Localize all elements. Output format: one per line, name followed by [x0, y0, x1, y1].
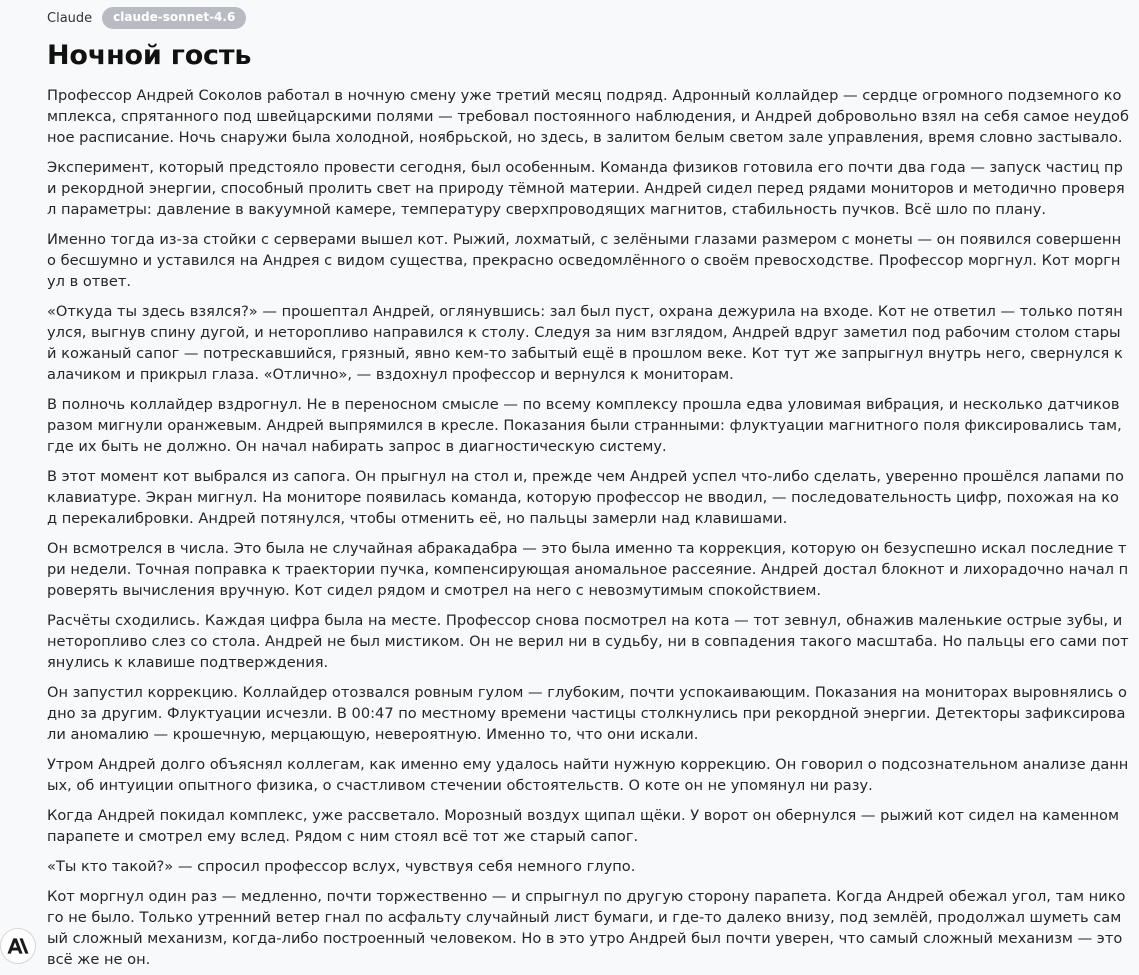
author-label: Claude	[47, 10, 93, 26]
model-badge: claude-sonnet-4.6	[102, 7, 246, 29]
story-paragraph: Он запустил коррекцию. Коллайдер отозвался ровным гулом — глубоким, почти успокаивающим. Показания на мониторах выровнялись одно за другим. Флуктуации исчезли. В 00:47 по местному времени частицы столкнулись при рекордной энергии. Детекторы зафиксировали аномалию — крошечную, мерцающую, невероятную. Именно то, что они искали.	[47, 684, 1127, 743]
story-paragraph: В полночь коллайдер вздрогнул. Не в переносном смысле — по всему комплексу прошла едва уловимая вибрация, и несколько датчиков разом мигнули оранжевым. Андрей выпрямился в кресле. Показания были странными: флуктуации магнитного поля фиксировались там, где их быть не должно. Он начал набирать запрос в диагностическую систему.	[47, 396, 1122, 455]
story-paragraph: «Откуда ты здесь взялся?» — прошептал Андрей, оглянувшись: зал был пуст, охрана дежурила на входе. Кот не ответил — только потянулся, выгнув спину дугой, и неторопливо направился к столу. Следуя за ним взглядом, Андрей вдруг заметил под рабочим столом старый кожаный сапог — потрескавшийся, грязный, явно кем-то забытый ещё в прошлом веке. Кот тут же запрыгнул внутрь него, свернулся калачиком и прикрыл глаза. «Отлично», — вздохнул профессор и вернулся к мониторам.	[47, 303, 1123, 383]
story-title: Ночной гость	[47, 40, 252, 71]
message-header	[47, 7, 246, 29]
story-paragraph: Он всмотрелся в числа. Это была не случайная абракадабра — это была именно та коррекция, которую он безуспешно искал последние три недели. Точная поправка к траектории пучка, компенсирующая аномальное рассеяние. Андрей достал блокнот и лихорадочно начал проверять вычисления вручную. Кот сидел рядом и смотрел на него с невозмутимым спокойствием.	[47, 540, 1129, 599]
story-paragraph: Профессор Андрей Соколов работал в ночную смену уже третий месяц подряд. Адронный коллайдер — сердце огромного подземного комплекса, спрятанного под швейцарскими полями — требовал постоянного наблюдения, и Андрей добровольно взял на себя самое неудобное расписание. Ночь снаружи была холодной, ноябрьской, но здесь, в залитом белым светом зале управления, время словно застывало.	[47, 87, 1129, 146]
story-paragraph: «Ты кто такой?» — спросил профессор вслух, чувствуя себя немного глупо.	[47, 858, 636, 875]
story-paragraph: Расчёты сходились. Каждая цифра была на месте. Профессор снова посмотрел на кота — тот зевнул, обнажив маленькие острые зубы, и неторопливо слез со стола. Андрей не был мистиком. Он не верил ни в судьбу, ни в совпадения такого масштаба. Но пальцы его сами потянулись к клавише подтверждения.	[47, 612, 1129, 671]
story-paragraph: Утром Андрей долго объяснял коллегам, как именно ему удалось найти нужную коррекцию. Он говорил о подсознательном анализе данных, об интуиции опытного физика, о счастливом стечении обстоятельств. О коте он не упомянул ни разу.	[47, 756, 1129, 794]
story-paragraph: В этот момент кот выбрался из сапога. Он прыгнул на стол и, прежде чем Андрей успел что-либо сделать, уверенно прошёлся лапами по клавиатуре. Экран мигнул. На мониторе появилась команда, которую профессор не вводил, — последовательность цифр, похожая на код перекалибровки. Андрей потянулся, чтобы отменить её, но пальцы замерли над клавишами.	[47, 468, 1124, 527]
story-paragraph: Именно тогда из-за стойки с серверами вышел кот. Рыжий, лохматый, с зелёными глазами размером с монеты — он появился совершенно бесшумно и уставился на Андрея с видом существа, прекрасно осведомлённого о своём превосходстве. Профессор моргнул. Кот моргнул в ответ.	[47, 231, 1122, 290]
story-paragraph: Эксперимент, который предстояло провести сегодня, был особенным. Команда физиков готовила его почти два года — запуск частиц при рекордной энергии, способный пролить свет на природу тёмной материи. Андрей сидел перед рядами мониторов и методично проверял параметры: давление в вакуумной камере, температуру сверхпроводящих магнитов, стабильность пучков. Всё шло по плану.	[47, 159, 1125, 218]
story-paragraph: Когда Андрей покидал комплекс, уже рассветало. Морозный воздух щипал щёки. У ворот он обернулся — рыжий кот сидел на каменном парапете и смотрел ему вслед. Рядом с ним стоял всё тот же старый сапог.	[47, 807, 1119, 845]
story-body	[47, 85, 1129, 975]
anthropic-logo-icon[interactable]	[0, 928, 36, 964]
anthropic-logo-glyph	[7, 938, 29, 954]
story-paragraph: Кот моргнул один раз — медленно, почти торжественно — и спрыгнул по другую сторону парапета. Когда Андрей обежал угол, там никого не было. Только утренний ветер гнал по асфальту случайный лист бумаги, и где-то далеко внизу, под землёй, продолжал шуметь самый сложный механизм, когда-либо построенный человеком. Но в это утро Андрей был почти уверен, что самый сложный механизм — это всё же не он.	[47, 888, 1126, 968]
